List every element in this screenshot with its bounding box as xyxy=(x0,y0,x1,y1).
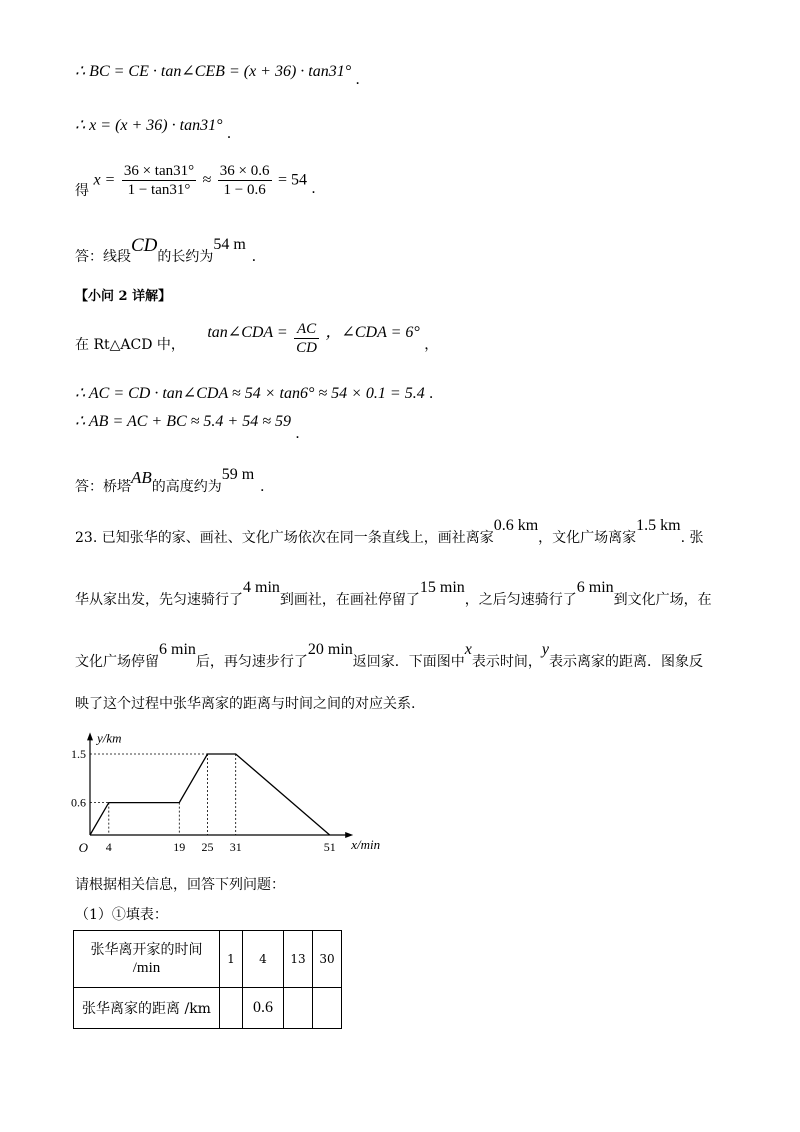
table-cell-distance-13[interactable] xyxy=(284,988,313,1029)
table-cell-distance-4[interactable]: 0.6 xyxy=(243,988,284,1029)
line-x-solve: 得 x = $\frac{36 \times \tan 31^\circ}{1 - \tan 31^\circ}$ ≈ $\frac{36 \times 0.6}{1 - 0.6}$ = 54 . xyxy=(75,163,316,199)
x-tick-label: 19 xyxy=(173,840,186,854)
table-cell-time-13: 13 xyxy=(284,931,313,988)
question-1: （1）①填表： xyxy=(75,907,168,923)
line-ab: ∴ AB = AC + BC ≈ 5.4 + 54 ≈ 59 . xyxy=(75,413,300,442)
problem-line-4: 映了这个过程中张华离家的距离与时间之间的对应关系. xyxy=(75,696,416,712)
fraction-ac-cd: $\frac{AC}{CD}$ xyxy=(296,321,317,356)
y-tick-label: 1.5 xyxy=(71,747,86,761)
x-tick-label: 51 xyxy=(323,840,336,854)
distance-series-line xyxy=(90,754,330,835)
table-cell-distance-1[interactable] xyxy=(220,988,243,1029)
line-bc: ∴ BC = CE · tan∠CEB = (x + 36) · tan31° . xyxy=(75,63,360,88)
table-cell-distance-30[interactable] xyxy=(313,988,342,1029)
table-header-distance: 张华离家的距离 /km xyxy=(74,988,220,1029)
x-tick-label: 4 xyxy=(105,840,112,854)
x-axis-label: x/min xyxy=(351,837,381,852)
y-tick-label: 0.6 xyxy=(71,795,86,810)
problem-line-3: 文化广场停留6 min后，再匀速步行了20 min返回家．下面图中x表示时间，y表示离家的距离．图象反 xyxy=(75,641,703,670)
origin-label: O xyxy=(78,840,88,855)
distance-time-graph xyxy=(70,726,381,856)
table-row-distance xyxy=(74,988,342,1029)
fraction-tan: $\frac{36 \times \tan 31^\circ}{1 - \tan 31^\circ}$ xyxy=(123,163,195,198)
table-cell-time-1: 1 xyxy=(220,931,243,988)
table-cell-time-4: 4 xyxy=(243,931,284,988)
sub-question-2-title: 【小问 2 详解】 xyxy=(75,289,172,304)
fill-in-table xyxy=(73,930,342,1029)
answer-2: 答：桥塔AB的高度约为59 m. xyxy=(75,466,265,495)
line-ac: ∴ AC = CD · tan∠CDA ≈ 54 × tan6° ≈ 54 × 0.1 = 5.4 . xyxy=(75,385,434,402)
question-intro: 请根据相关信息，回答下列问题： xyxy=(75,877,285,893)
table-row-time xyxy=(74,931,342,988)
problem-line-1: 23. 已知张华的家、画社、文化广场依次在同一条直线上，画社离家0.6 km，文化广场离家1.5 km. 张 xyxy=(75,517,704,546)
y-axis-arrow xyxy=(87,732,93,740)
line-rt-acd: 在 Rt△ACD 中， tan∠CDA = $\frac{AC}{CD}$ ，∠CDA = 6° ， xyxy=(75,321,439,356)
problem-line-2: 华从家出发，先匀速骑行了4 min到画社，在画社停留了15 min，之后匀速骑行了6 min到文化广场，在 xyxy=(75,579,712,608)
table-cell-time-30: 30 xyxy=(313,931,342,988)
y-axis-label: y/km xyxy=(97,730,122,746)
fraction-numeric: $\frac{36 \times 0.6}{1 - 0.6}$ xyxy=(219,163,270,198)
line-x-eq: ∴ x = (x + 36) · tan31° . xyxy=(75,117,231,142)
table-header-time: 张华离开家的时间 /min xyxy=(74,931,220,988)
x-tick-label: 31 xyxy=(229,840,242,854)
x-tick-label: 25 xyxy=(201,840,214,854)
answer-1: 答：线段CD的长约为54 m. xyxy=(75,235,256,265)
